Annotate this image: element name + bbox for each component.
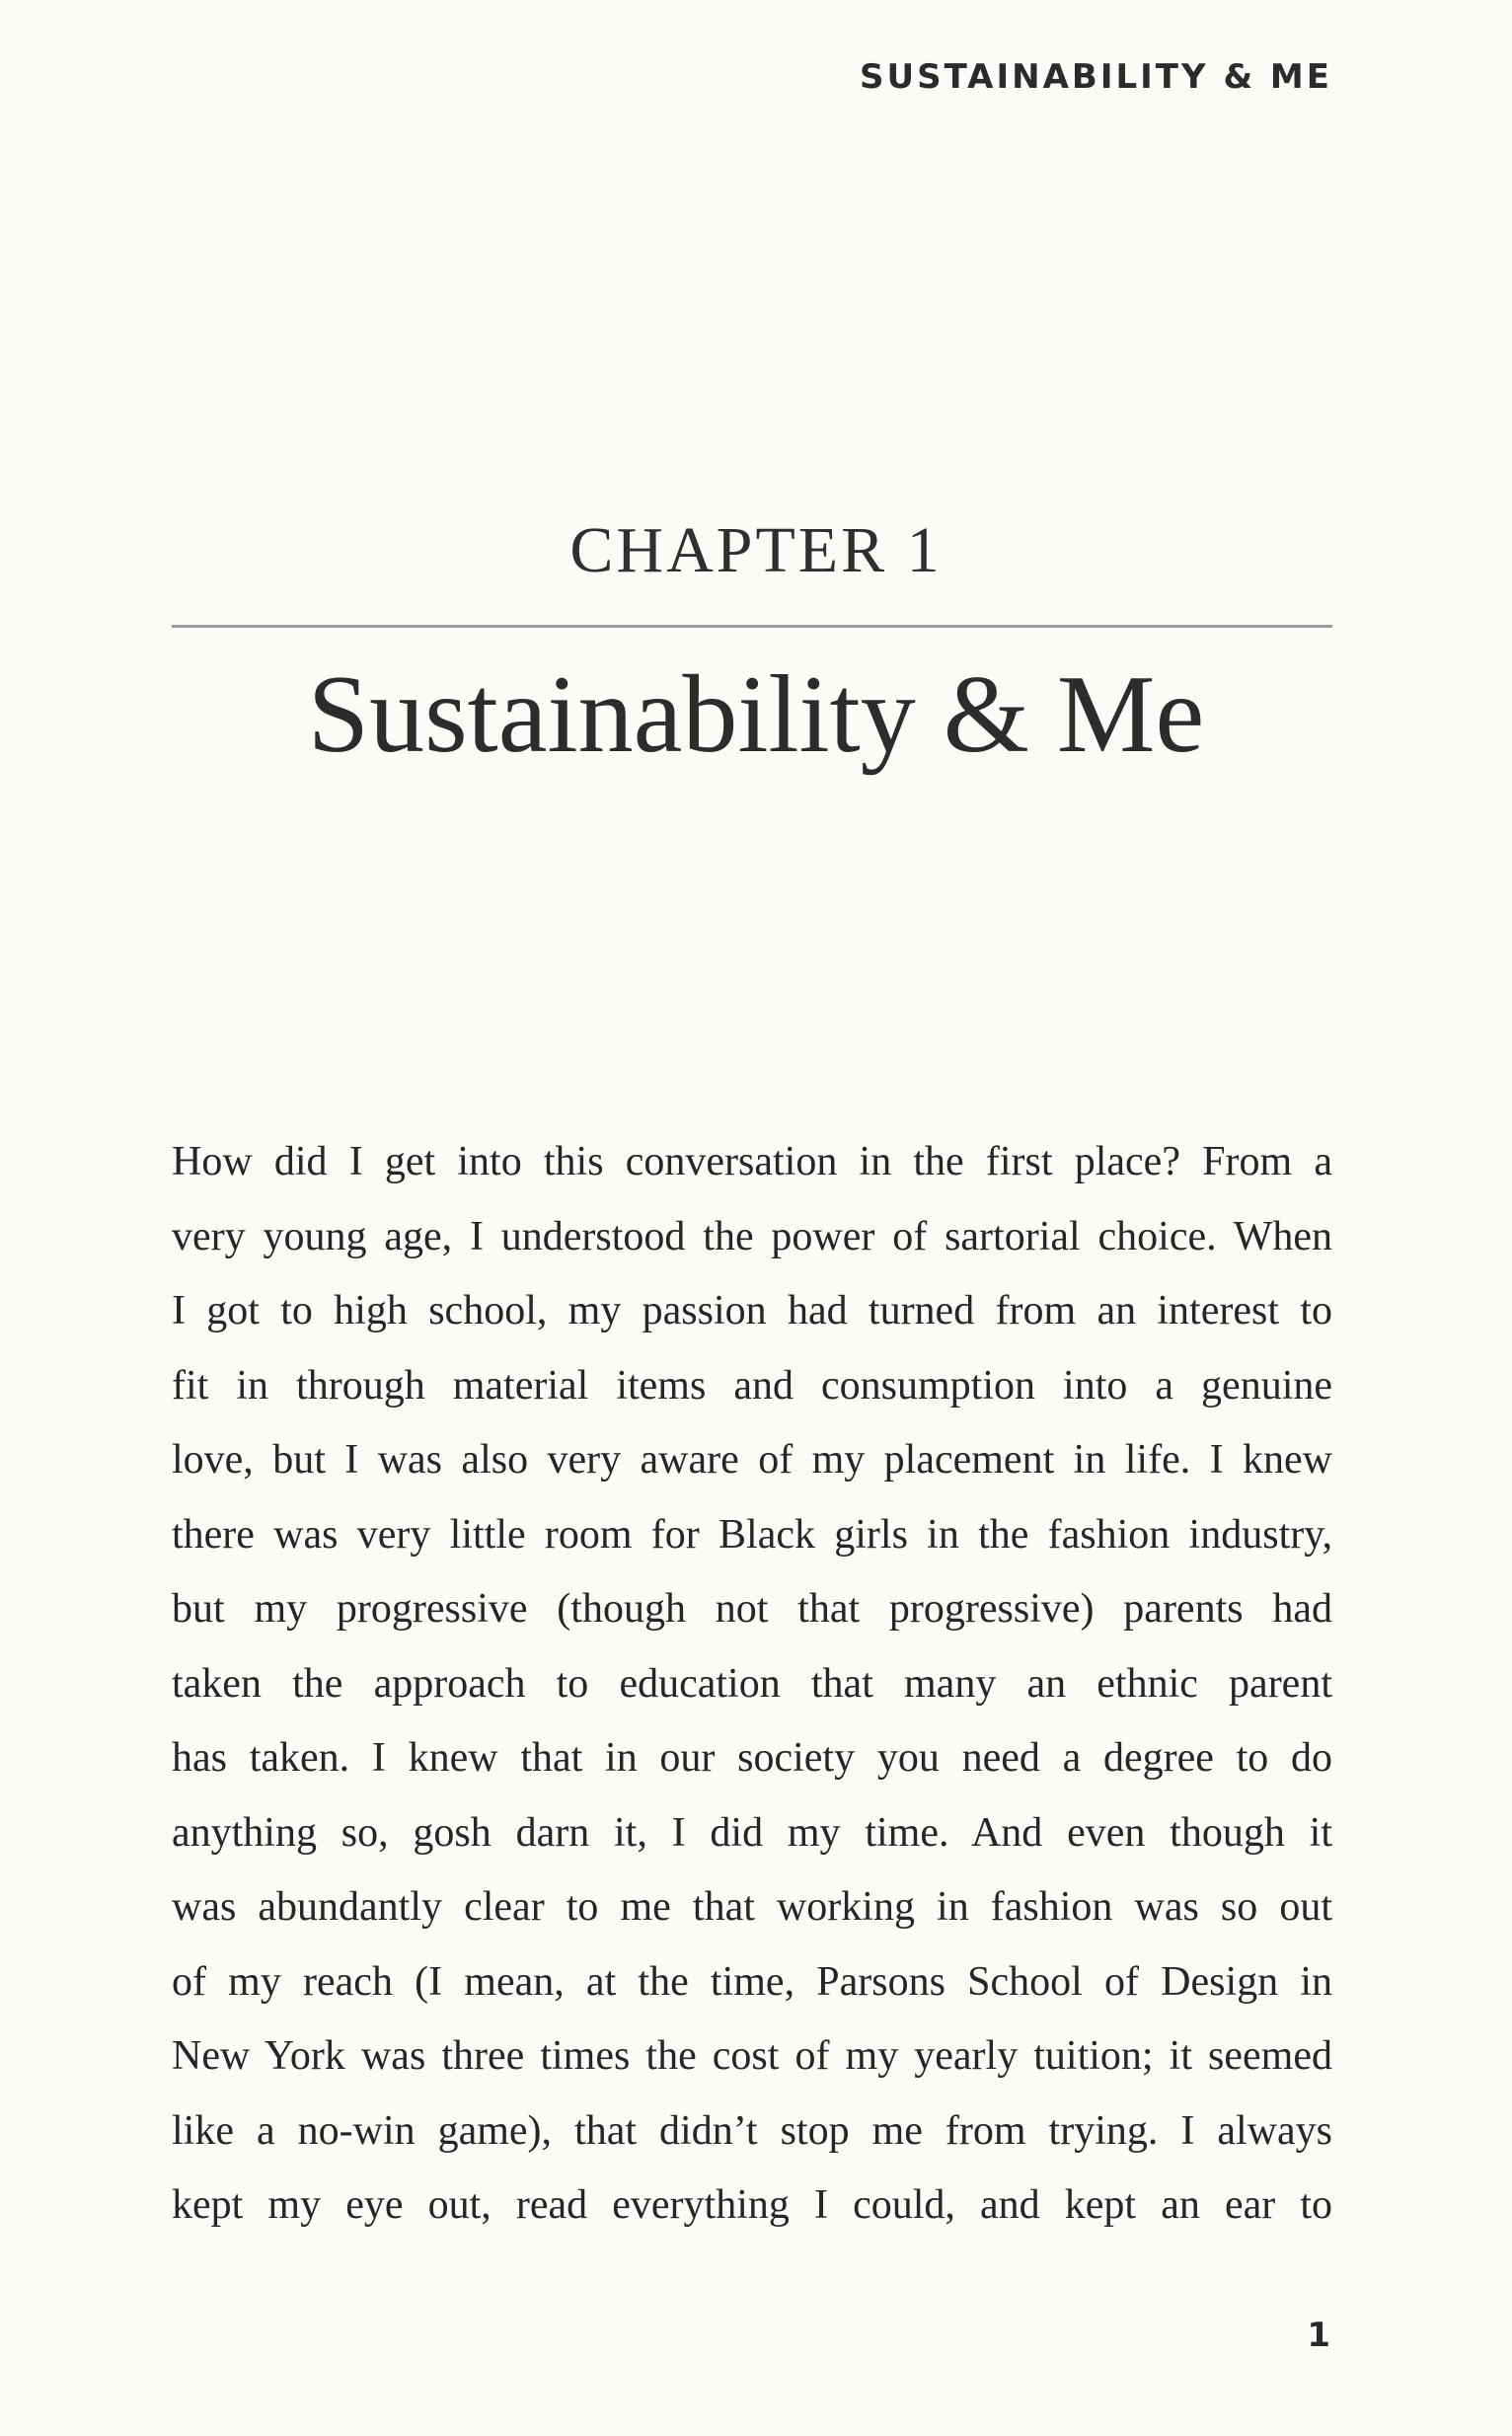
body-line: anything so, gosh darn it, I did my time. And even though it [172, 1809, 1332, 1856]
running-head: SUSTAINABILITY & ME [860, 57, 1332, 97]
chapter-title: Sustainability & Me [307, 653, 1205, 776]
body-line: but my progressive (though not that progressive) parents had [172, 1586, 1332, 1632]
chapter-label: CHAPTER 1 [569, 514, 943, 586]
body-line: New York was three times the cost of my yearly tuition; it seemed [172, 2033, 1332, 2079]
body-line: like a no-win game), that didn’t stop me from trying. I always [172, 2107, 1332, 2154]
page-number: 1 [1307, 2316, 1330, 2355]
body-text [172, 1125, 1332, 2244]
body-line: very young age, I understood the power of sartorial choice. When [172, 1213, 1332, 1259]
chapter-divider [172, 625, 1332, 628]
body-line: kept my eye out, read everything I could, and kept an ear to [172, 2182, 1332, 2228]
body-line: was abundantly clear to me that working in fashion was so out [172, 1884, 1332, 1930]
body-line: taken the approach to education that many an ethnic parent [172, 1660, 1332, 1707]
body-line: there was very little room for Black girls in the fashion industry, [172, 1511, 1332, 1558]
body-line: I got to high school, my passion had turned from an interest to [172, 1288, 1332, 1333]
body-line: fit in through material items and consumption into a genuine [172, 1362, 1332, 1408]
body-line: has taken. I knew that in our society you need a degree to do [172, 1735, 1332, 1781]
body-line: love, but I was also very aware of my placement in life. I knew [172, 1437, 1332, 1483]
body-line: of my reach (I mean, at the time, Parsons School of Design in [172, 1958, 1332, 2005]
body-line: How did I get into this conversation in the first place? From a [172, 1139, 1332, 1184]
